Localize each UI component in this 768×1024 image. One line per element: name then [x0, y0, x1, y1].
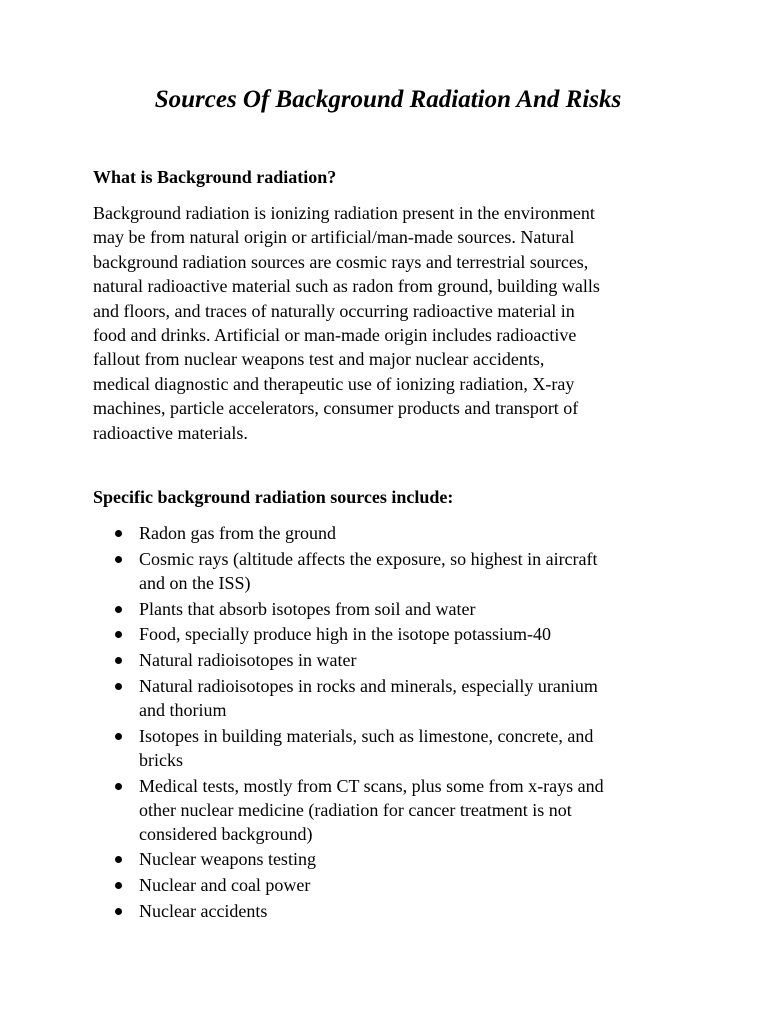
paragraph-line: Background radiation is ionizing radiation present in the environment — [93, 203, 595, 223]
bullet-icon — [115, 882, 122, 889]
list-item-line: and thorium — [139, 699, 227, 720]
list-item — [93, 899, 683, 923]
list-item-line: Nuclear and coal power — [139, 875, 311, 896]
bullet-icon — [115, 631, 122, 638]
list-item-line: Cosmic rays (altitude affects the exposure, so highest in aircraft — [139, 548, 598, 569]
list-item-line: Nuclear accidents — [139, 900, 268, 921]
bullet-icon — [115, 606, 122, 613]
list-item-line: Food, specially produce high in the isotope potassium-40 — [139, 624, 551, 645]
list-item-line: Plants that absorb isotopes from soil and water — [139, 598, 476, 619]
list-item-line: considered background) — [139, 823, 313, 844]
list-item — [93, 873, 683, 897]
paragraph-line: radioactive materials. — [93, 422, 248, 443]
section-heading-what-is: What is Background radiation? — [93, 167, 337, 187]
paragraph-line: fallout from nuclear weapons test and major nuclear accidents, — [93, 349, 545, 370]
paragraph-line: machines, particle accelerators, consumer products and transport of — [93, 398, 579, 419]
list-item — [93, 674, 683, 722]
list-item — [93, 847, 683, 871]
bullet-icon — [115, 908, 122, 915]
paragraph-line: background radiation sources are cosmic rays and terrestrial sources, — [93, 251, 589, 272]
list-item-line: and on the ISS) — [139, 572, 251, 593]
paragraph-line: may be from natural origin or artificial/man-made sources. Natural — [93, 227, 575, 248]
sources-list — [93, 521, 683, 925]
list-item-line: bricks — [139, 749, 183, 770]
intro-paragraph — [93, 201, 683, 445]
paragraph-line: food and drinks. Artificial or man-made origin includes radioactive — [93, 325, 577, 346]
paragraph-line: and floors, and traces of naturally occurring radioactive material in — [93, 300, 575, 321]
list-item — [93, 724, 683, 772]
list-item-line: Natural radioisotopes in water — [139, 650, 357, 671]
list-item — [93, 622, 683, 646]
document-title: Sources Of Background Radiation And Risks — [154, 86, 622, 113]
list-item — [93, 648, 683, 672]
list-item — [93, 774, 683, 846]
list-item — [93, 521, 683, 545]
bullet-icon — [115, 856, 122, 863]
list-item-line: Medical tests, mostly from CT scans, plus some from x-rays and — [139, 775, 604, 796]
paragraph-line: medical diagnostic and therapeutic use of ionizing radiation, X-ray — [93, 373, 575, 394]
paragraph-line: natural radioactive material such as radon from ground, building walls — [93, 276, 600, 297]
bullet-icon — [115, 657, 122, 664]
list-item-line: Nuclear weapons testing — [139, 849, 316, 870]
section-heading-specific-sources: Specific background radiation sources include: — [93, 487, 454, 507]
bullet-icon — [115, 733, 122, 740]
bullet-icon — [115, 556, 122, 563]
list-item-line: Radon gas from the ground — [139, 523, 336, 543]
list-item-line: Isotopes in building materials, such as limestone, concrete, and — [139, 725, 594, 746]
bullet-icon — [115, 530, 122, 537]
bullet-icon — [115, 783, 122, 790]
bullet-icon — [115, 683, 122, 690]
list-item — [93, 597, 683, 621]
list-item-line: Natural radioisotopes in rocks and minerals, especially uranium — [139, 675, 598, 696]
list-item-line: other nuclear medicine (radiation for cancer treatment is not — [139, 799, 572, 820]
list-item — [93, 547, 683, 595]
